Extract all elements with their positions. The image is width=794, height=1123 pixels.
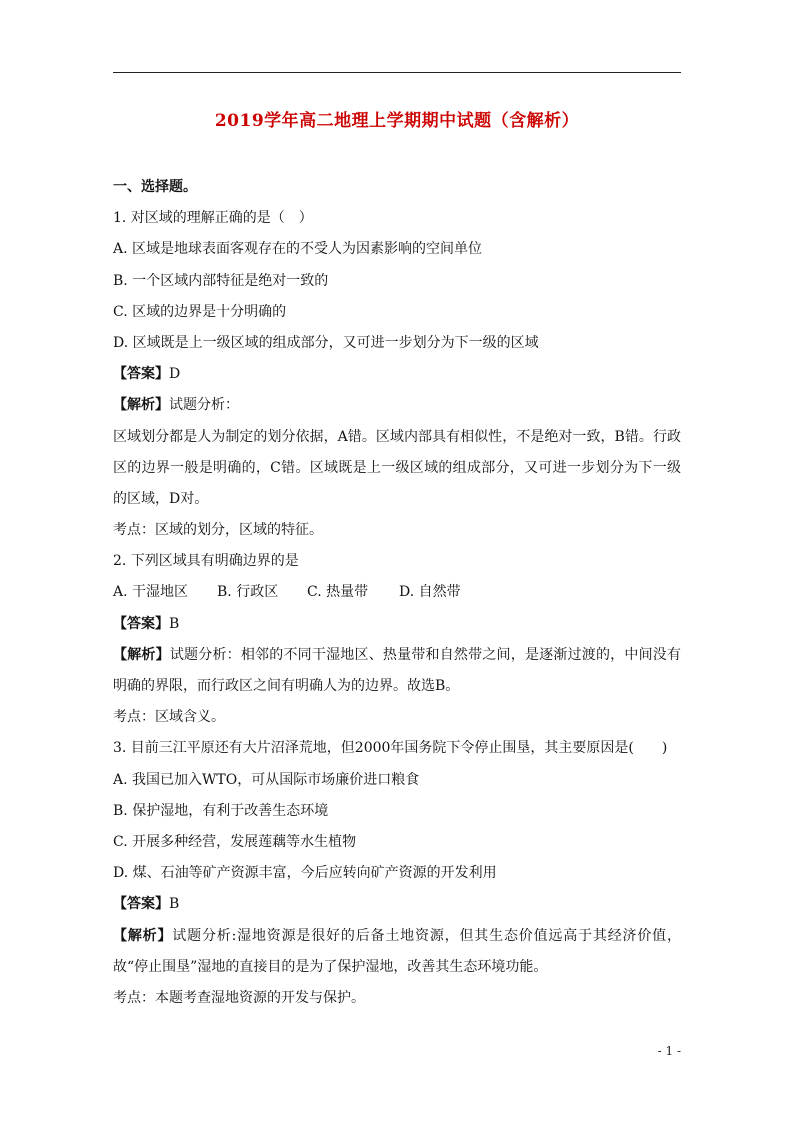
answer-line	[113, 889, 681, 920]
document-title: 2019学年高二地理上学期期中试题（含解析）	[214, 111, 580, 131]
option-c: C. 开展多种经营，发展莲藕等水生植物	[113, 834, 357, 851]
answer-value: B	[169, 615, 180, 632]
analysis-text: 试题分析:湿地资源是很好的后备土地资源，但其生态价值远高于其经济价值，故“停止围垦”湿地的直接目的是为了保护湿地，改善其生态环境功能。	[113, 927, 682, 975]
answer-value: D	[169, 366, 181, 383]
analysis-paragraph	[113, 640, 681, 702]
section-heading: 一、选择题。	[113, 179, 197, 195]
analysis-label: 【解析】	[113, 927, 173, 944]
option-b: B. 保护湿地，有利于改善生态环境	[113, 802, 329, 819]
answer-value: B	[169, 896, 180, 913]
header-rule	[113, 72, 681, 73]
question-3	[113, 733, 681, 1014]
analysis-label: 【解析】	[113, 397, 169, 414]
answer-label: 【答案】	[113, 366, 169, 383]
question-stem: 2. 下列区域具有明确边界的是	[113, 553, 299, 570]
option-c: C. 热量带	[307, 584, 369, 601]
option-a: A. 我国已加入WTO，可从国际市场廉价进口粮食	[113, 771, 420, 788]
question-1	[113, 203, 681, 546]
answer-line	[113, 609, 681, 640]
page-number: - 1 -	[657, 1044, 681, 1058]
question-2	[113, 546, 681, 733]
question-stem: 1. 对区域的理解正确的是（ ）	[113, 210, 313, 227]
answer-label: 【答案】	[113, 615, 169, 632]
analysis-text: 区域划分都是人为制定的划分依据，A错。区域内部具有相似性，不是绝对一致，B错。行政区的边界一般是明确的，C错。区域既是上一级区域的组成部分，又可进一步划分为下一级的区域，D对。	[113, 428, 681, 507]
analysis-paragraph	[113, 921, 681, 983]
analysis-line	[113, 390, 681, 421]
question-stem: 3. 目前三江平原还有大片沼泽荒地，但2000年国务院下令停止围垦，其主要原因是( )	[113, 740, 668, 757]
answer-line	[113, 359, 681, 390]
analysis-text: 试题分析：相邻的不同干湿地区、热量带和自然带之间，是逐渐过渡的，中间没有明确的界限，而行政区之间有明确人为的边界。故选B。	[113, 646, 682, 695]
options-row	[113, 577, 681, 608]
exam-point: 考点：区域含义。	[113, 709, 225, 726]
analysis-label: 【解析】	[113, 646, 170, 663]
option-c: C. 区域的边界是十分明确的	[113, 303, 287, 320]
document-body	[113, 172, 681, 1014]
option-b: B. 行政区	[217, 584, 279, 601]
option-d: D. 自然带	[399, 584, 461, 601]
exam-point: 考点：本题考查湿地资源的开发与保护。	[113, 989, 365, 1006]
exam-point: 考点：区域的划分，区域的特征。	[113, 522, 323, 539]
option-a: A. 干湿地区	[113, 584, 189, 601]
option-d: D. 区域既是上一级区域的组成部分，又可进一步划分为下一级的区域	[113, 334, 539, 351]
option-a: A. 区域是地球表面客观存在的不受人为因素影响的空间单位	[113, 241, 483, 258]
option-d: D. 煤、石油等矿产资源丰富，今后应转向矿产资源的开发利用	[113, 865, 497, 882]
analysis-head: 试题分析：	[169, 397, 239, 414]
answer-label: 【答案】	[113, 896, 169, 913]
option-b: B. 一个区域内部特征是绝对一致的	[113, 272, 329, 289]
